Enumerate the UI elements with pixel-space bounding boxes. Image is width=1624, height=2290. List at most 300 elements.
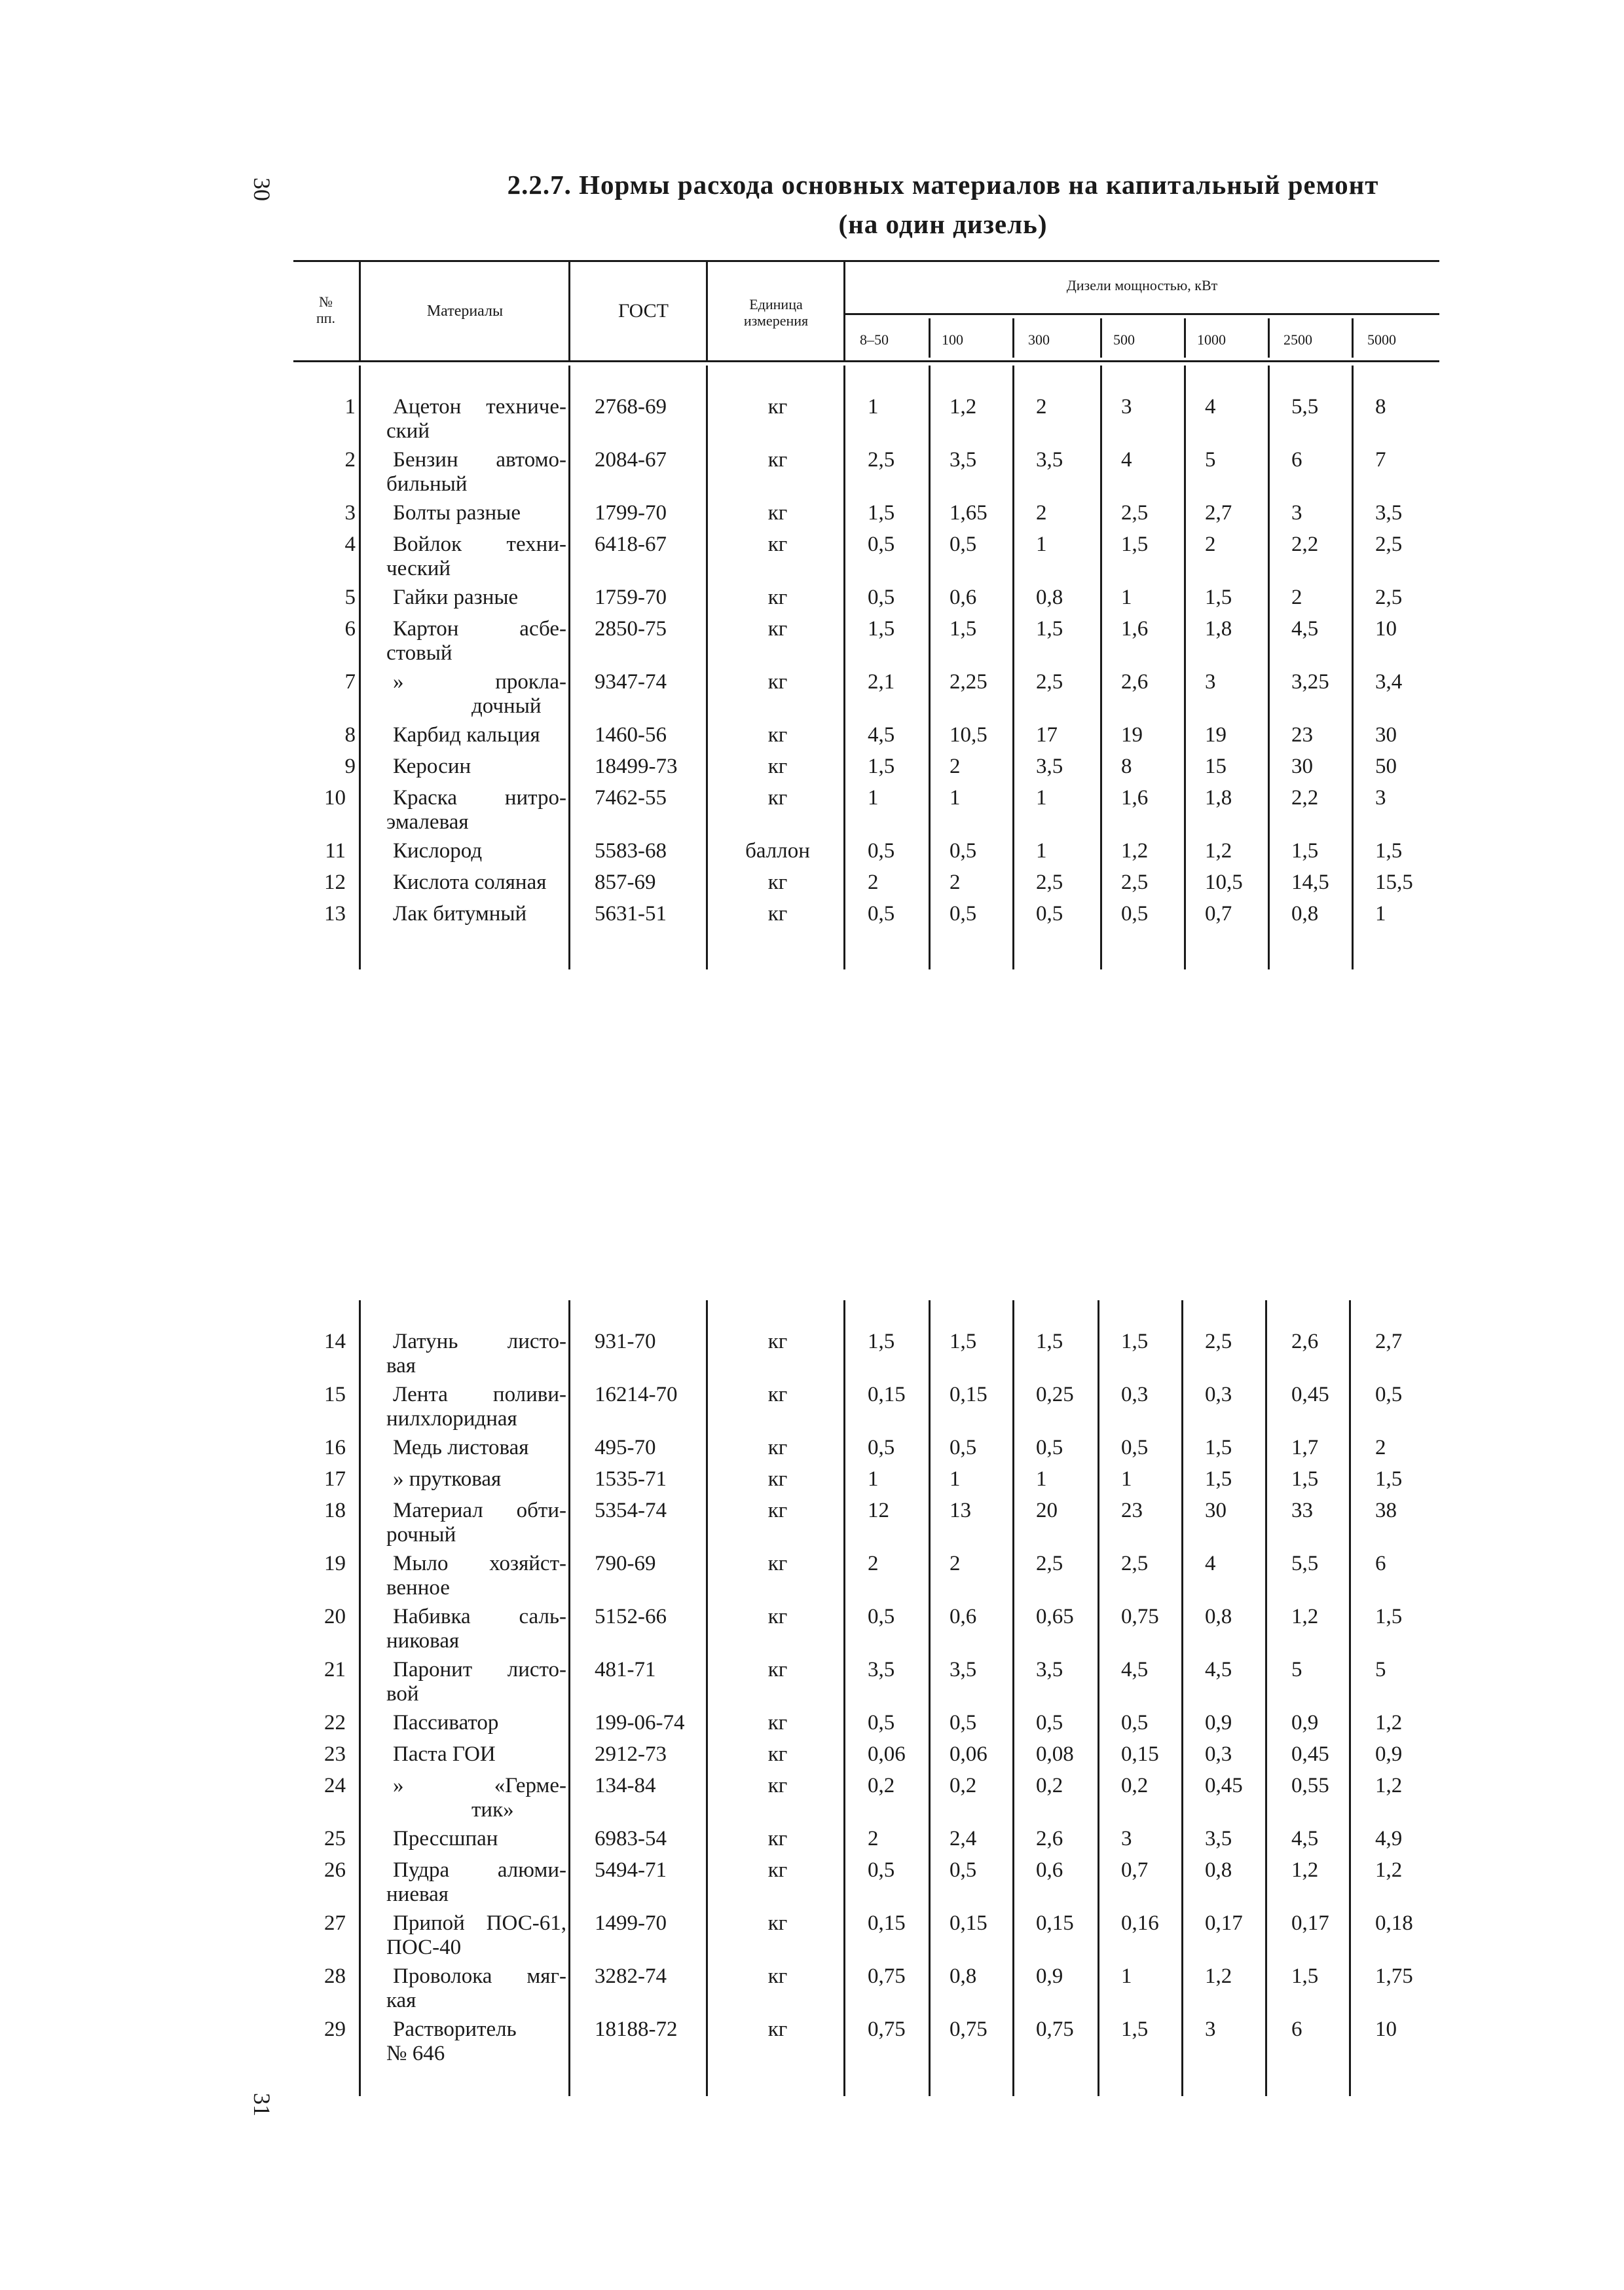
value-cell: 0,8 bbox=[950, 1964, 977, 1988]
value-cell: 1,2 bbox=[1375, 1774, 1403, 1797]
value-cell: 2 bbox=[950, 871, 961, 894]
column-divider bbox=[706, 1300, 708, 2096]
unit: кг bbox=[767, 586, 788, 609]
material-name: Мыло хозяйст- bbox=[393, 1552, 566, 1575]
value-cell: 0,7 bbox=[1205, 902, 1232, 926]
value-cell: 2,5 bbox=[1205, 1330, 1232, 1353]
material-name: венное bbox=[386, 1576, 450, 1600]
value-cell: 2,2 bbox=[1291, 533, 1319, 556]
header-power-divider bbox=[1012, 318, 1014, 358]
material-name: Краска нитро- bbox=[393, 786, 566, 810]
value-cell: 3 bbox=[1205, 670, 1216, 694]
value-cell: 1,8 bbox=[1205, 617, 1232, 641]
column-divider bbox=[843, 1300, 845, 2096]
material-name: Прессшпан bbox=[393, 1827, 498, 1850]
value-cell: 6 bbox=[1291, 2018, 1302, 2041]
value-cell: 0,8 bbox=[1205, 1858, 1232, 1882]
value-cell: 3,5 bbox=[950, 1658, 977, 1681]
value-cell: 14,5 bbox=[1291, 871, 1329, 894]
value-cell: 1,5 bbox=[1291, 1467, 1319, 1491]
value-cell: 2 bbox=[868, 1827, 879, 1850]
material-name: Проволока мяг- bbox=[393, 1964, 566, 1988]
row-number: 13 bbox=[324, 902, 346, 926]
value-cell: 2,25 bbox=[950, 670, 987, 694]
gost-number: 2084-67 bbox=[595, 448, 667, 472]
unit: кг bbox=[767, 1858, 788, 1882]
unit: баллон bbox=[745, 839, 810, 863]
gost-number: 1499-70 bbox=[595, 1911, 667, 1935]
value-cell: 2 bbox=[868, 871, 879, 894]
value-cell: 1,5 bbox=[1121, 2018, 1149, 2041]
unit: кг bbox=[767, 1499, 788, 1522]
value-cell: 38 bbox=[1375, 1499, 1397, 1522]
material-name: Гайки разные bbox=[393, 586, 519, 609]
value-cell: 0,8 bbox=[1291, 902, 1319, 926]
value-cell: 2,1 bbox=[868, 670, 895, 694]
value-cell: 0,45 bbox=[1291, 1742, 1329, 1766]
value-cell: 2,4 bbox=[950, 1827, 977, 1850]
value-cell: 30 bbox=[1375, 723, 1397, 747]
header-no: № пп. bbox=[316, 293, 336, 327]
value-cell: 1,5 bbox=[1036, 617, 1063, 641]
column-divider bbox=[568, 1300, 570, 2096]
value-cell: 0,08 bbox=[1036, 1742, 1074, 1766]
value-cell: 1,5 bbox=[1205, 1467, 1232, 1491]
material-name: ский bbox=[386, 419, 430, 443]
value-cell: 6 bbox=[1375, 1552, 1386, 1575]
unit: кг bbox=[767, 1711, 788, 1735]
row-number: 1 bbox=[344, 395, 356, 419]
value-cell: 0,6 bbox=[1036, 1858, 1063, 1882]
column-divider bbox=[1349, 1300, 1351, 2096]
row-number: 2 bbox=[344, 448, 356, 472]
value-cell: 3 bbox=[1375, 786, 1386, 810]
material-name: Пассиватор bbox=[393, 1711, 499, 1735]
header-column-divider bbox=[706, 262, 708, 360]
gost-number: 3282-74 bbox=[595, 1964, 667, 1988]
value-cell: 1,6 bbox=[1121, 617, 1149, 641]
value-cell: 33 bbox=[1291, 1499, 1313, 1522]
row-number: 18 bbox=[324, 1499, 346, 1522]
value-cell: 2,5 bbox=[1375, 586, 1403, 609]
unit: кг bbox=[767, 871, 788, 894]
value-cell: 0,9 bbox=[1205, 1711, 1232, 1735]
value-cell: 30 bbox=[1205, 1499, 1227, 1522]
value-cell: 0,75 bbox=[950, 2018, 987, 2041]
value-cell: 0,5 bbox=[1036, 902, 1063, 926]
material-name: Латунь листо- bbox=[393, 1330, 566, 1353]
unit: кг bbox=[767, 1605, 788, 1628]
value-cell: 0,25 bbox=[1036, 1383, 1074, 1406]
value-cell: 1,8 bbox=[1205, 786, 1232, 810]
material-name: бильный bbox=[386, 472, 468, 496]
value-cell: 3,5 bbox=[1036, 755, 1063, 778]
material-name: рочный bbox=[386, 1523, 456, 1547]
header-column-divider bbox=[359, 262, 361, 360]
header-power-divider bbox=[929, 318, 931, 358]
unit: кг bbox=[767, 1742, 788, 1766]
value-cell: 7 bbox=[1375, 448, 1386, 472]
value-cell: 0,45 bbox=[1205, 1774, 1243, 1797]
gost-number: 7462-55 bbox=[595, 786, 667, 810]
material-name: Паста ГОИ bbox=[393, 1742, 496, 1766]
value-cell: 15 bbox=[1205, 755, 1227, 778]
material-name: Кислота соляная bbox=[393, 871, 547, 894]
value-cell: 0,5 bbox=[950, 1858, 977, 1882]
material-name: Кислород bbox=[393, 839, 483, 863]
value-cell: 0,5 bbox=[868, 533, 895, 556]
value-cell: 2 bbox=[1036, 501, 1047, 525]
material-name: никовая bbox=[386, 1629, 460, 1653]
material-name: » прутковая bbox=[393, 1467, 502, 1491]
value-cell: 3 bbox=[1121, 1827, 1132, 1850]
value-cell: 12 bbox=[868, 1499, 889, 1522]
unit: кг bbox=[767, 1658, 788, 1681]
unit: кг bbox=[767, 1552, 788, 1575]
value-cell: 1,5 bbox=[868, 501, 895, 525]
row-number: 19 bbox=[324, 1552, 346, 1575]
value-cell: 2 bbox=[950, 1552, 961, 1575]
column-divider bbox=[1098, 1300, 1099, 2096]
material-name: Набивка саль- bbox=[393, 1605, 566, 1628]
value-cell: 0,2 bbox=[1036, 1774, 1063, 1797]
material-name: Припой ПОС-61, bbox=[393, 1911, 566, 1935]
row-number: 25 bbox=[324, 1827, 346, 1850]
value-cell: 1,2 bbox=[1121, 839, 1149, 863]
value-cell: 1,5 bbox=[950, 617, 977, 641]
material-name: Лак битумный bbox=[393, 902, 527, 926]
value-cell: 1,5 bbox=[1205, 1436, 1232, 1459]
unit: кг bbox=[767, 1964, 788, 1988]
value-cell: 0,5 bbox=[868, 586, 895, 609]
value-cell: 0,2 bbox=[868, 1774, 895, 1797]
value-cell: 1,7 bbox=[1291, 1436, 1319, 1459]
value-cell: 4 bbox=[1205, 395, 1216, 419]
gost-number: 2850-75 bbox=[595, 617, 667, 641]
value-cell: 0,17 bbox=[1291, 1911, 1329, 1935]
value-cell: 0,5 bbox=[1036, 1711, 1063, 1735]
material-name: эмалевая bbox=[386, 810, 469, 834]
value-cell: 4,5 bbox=[868, 723, 895, 747]
material-name: дочный bbox=[471, 694, 542, 718]
gost-number: 5354-74 bbox=[595, 1499, 667, 1522]
value-cell: 1,5 bbox=[1036, 1330, 1063, 1353]
gost-number: 199-06-74 bbox=[595, 1711, 685, 1735]
column-divider bbox=[929, 1300, 931, 2096]
value-cell: 0,3 bbox=[1121, 1383, 1149, 1406]
column-divider bbox=[1181, 1300, 1183, 2096]
unit: кг bbox=[767, 501, 788, 525]
value-cell: 1,5 bbox=[868, 1330, 895, 1353]
unit: кг bbox=[767, 1330, 788, 1353]
value-cell: 0,9 bbox=[1291, 1711, 1319, 1735]
column-divider bbox=[568, 366, 570, 969]
gost-number: 481-71 bbox=[595, 1658, 656, 1681]
unit: кг bbox=[767, 1467, 788, 1491]
row-number: 9 bbox=[344, 755, 356, 778]
value-cell: 1 bbox=[1036, 533, 1047, 556]
unit: кг bbox=[767, 1827, 788, 1850]
unit: кг bbox=[767, 1436, 788, 1459]
header-power-divider bbox=[1268, 318, 1270, 358]
gost-number: 1759-70 bbox=[595, 586, 667, 609]
value-cell: 1,5 bbox=[1121, 1330, 1149, 1353]
value-cell: 1,2 bbox=[1375, 1858, 1403, 1882]
gost-number: 9347-74 bbox=[595, 670, 667, 694]
value-cell: 3,5 bbox=[1036, 448, 1063, 472]
material-name: № 646 bbox=[386, 2042, 445, 2065]
value-cell: 5,5 bbox=[1291, 395, 1319, 419]
value-cell: 1,5 bbox=[1375, 1467, 1403, 1491]
value-cell: 1 bbox=[950, 786, 961, 810]
gost-number: 495-70 bbox=[595, 1436, 656, 1459]
value-cell: 0,15 bbox=[1121, 1742, 1159, 1766]
value-cell: 2,7 bbox=[1375, 1330, 1403, 1353]
value-cell: 2,5 bbox=[1121, 1552, 1149, 1575]
value-cell: 1,5 bbox=[868, 755, 895, 778]
value-cell: 0,5 bbox=[1121, 1436, 1149, 1459]
value-cell: 2 bbox=[950, 755, 961, 778]
value-cell: 1,5 bbox=[950, 1330, 977, 1353]
value-cell: 0,5 bbox=[1036, 1436, 1063, 1459]
gost-number: 1535-71 bbox=[595, 1467, 667, 1491]
value-cell: 5,5 bbox=[1291, 1552, 1319, 1575]
value-cell: 2,5 bbox=[868, 448, 895, 472]
material-name: стовый bbox=[386, 641, 452, 665]
value-cell: 1,2 bbox=[1205, 839, 1232, 863]
value-cell: 1,5 bbox=[1375, 1605, 1403, 1628]
row-number: 3 bbox=[344, 501, 356, 525]
material-name: ческий bbox=[386, 557, 451, 580]
value-cell: 0,5 bbox=[1375, 1383, 1403, 1406]
header-mid-rule bbox=[845, 313, 1439, 315]
gost-number: 1799-70 bbox=[595, 501, 667, 525]
value-cell: 0,6 bbox=[950, 1605, 977, 1628]
value-cell: 1,2 bbox=[950, 395, 977, 419]
value-cell: 1 bbox=[1121, 586, 1132, 609]
value-cell: 0,75 bbox=[868, 1964, 906, 1988]
value-cell: 10 bbox=[1375, 617, 1397, 641]
row-number: 21 bbox=[324, 1658, 346, 1681]
value-cell: 6 bbox=[1291, 448, 1302, 472]
header-power-7: 5000 bbox=[1367, 331, 1396, 348]
gost-number: 6983-54 bbox=[595, 1827, 667, 1850]
value-cell: 0,75 bbox=[1036, 2018, 1074, 2041]
gost-number: 5631-51 bbox=[595, 902, 667, 926]
unit: кг bbox=[767, 670, 788, 694]
material-name: ниевая bbox=[386, 1883, 449, 1906]
value-cell: 0,5 bbox=[1121, 1711, 1149, 1735]
row-number: 23 bbox=[324, 1742, 346, 1766]
value-cell: 0,65 bbox=[1036, 1605, 1074, 1628]
value-cell: 1 bbox=[868, 786, 879, 810]
header-gost: ГОСТ bbox=[618, 300, 669, 322]
material-name: вой bbox=[386, 1682, 419, 1706]
value-cell: 1 bbox=[1036, 786, 1047, 810]
value-cell: 0,15 bbox=[1036, 1911, 1074, 1935]
value-cell: 0,2 bbox=[1121, 1774, 1149, 1797]
value-cell: 2,5 bbox=[1036, 871, 1063, 894]
material-name: Паронит листо- bbox=[393, 1658, 566, 1681]
value-cell: 3,5 bbox=[1375, 501, 1403, 525]
unit: кг bbox=[767, 395, 788, 419]
value-cell: 1 bbox=[868, 395, 879, 419]
row-number: 14 bbox=[324, 1330, 346, 1353]
unit: кг bbox=[767, 1911, 788, 1935]
material-name: Растворитель bbox=[393, 2018, 517, 2041]
column-divider bbox=[359, 366, 361, 969]
value-cell: 0,5 bbox=[950, 902, 977, 926]
value-cell: 0,5 bbox=[950, 839, 977, 863]
table-subtitle: (на один дизель) bbox=[838, 209, 1048, 239]
unit: кг bbox=[767, 902, 788, 926]
value-cell: 4 bbox=[1205, 1552, 1216, 1575]
row-number: 28 bbox=[324, 1964, 346, 1988]
material-name: тик» bbox=[471, 1798, 514, 1822]
value-cell: 0,45 bbox=[1291, 1383, 1329, 1406]
material-name: Материал обти- bbox=[393, 1499, 566, 1522]
row-number: 24 bbox=[324, 1774, 346, 1797]
column-divider bbox=[1352, 366, 1354, 969]
gost-number: 5494-71 bbox=[595, 1858, 667, 1882]
value-cell: 10,5 bbox=[1205, 871, 1243, 894]
value-cell: 1,5 bbox=[1121, 533, 1149, 556]
value-cell: 2 bbox=[1036, 395, 1047, 419]
value-cell: 3 bbox=[1291, 501, 1302, 525]
value-cell: 0,5 bbox=[868, 839, 895, 863]
value-cell: 4,5 bbox=[1291, 617, 1319, 641]
value-cell: 13 bbox=[950, 1499, 971, 1522]
page-number-top: 30 bbox=[249, 178, 275, 201]
value-cell: 5 bbox=[1375, 1658, 1386, 1681]
value-cell: 19 bbox=[1121, 723, 1143, 747]
row-number: 8 bbox=[344, 723, 356, 747]
value-cell: 0,55 bbox=[1291, 1774, 1329, 1797]
material-name: » прокла- bbox=[393, 670, 566, 694]
column-divider bbox=[1012, 366, 1014, 969]
value-cell: 2,5 bbox=[1121, 501, 1149, 525]
value-cell: 4,5 bbox=[1291, 1827, 1319, 1850]
row-number: 6 bbox=[344, 617, 356, 641]
header-power-group: Дизели мощностью, кВт bbox=[1066, 277, 1218, 293]
header-unit: Единица измерения bbox=[743, 296, 809, 329]
value-cell: 3,5 bbox=[868, 1658, 895, 1681]
material-name: » «Герме- bbox=[393, 1774, 566, 1797]
material-name: Карбид кальция bbox=[393, 723, 540, 747]
header-top-rule bbox=[293, 260, 1439, 262]
header-power-5: 1000 bbox=[1197, 331, 1226, 348]
unit: кг bbox=[767, 448, 788, 472]
header-power-divider bbox=[1100, 318, 1102, 358]
row-number: 20 bbox=[324, 1605, 346, 1628]
value-cell: 0,7 bbox=[1121, 1858, 1149, 1882]
value-cell: 5 bbox=[1291, 1658, 1302, 1681]
value-cell: 1,5 bbox=[1205, 586, 1232, 609]
gost-number: 16214-70 bbox=[595, 1383, 678, 1406]
value-cell: 0,5 bbox=[868, 1436, 895, 1459]
value-cell: 0,6 bbox=[950, 586, 977, 609]
value-cell: 0,5 bbox=[868, 1605, 895, 1628]
unit: кг bbox=[767, 755, 788, 778]
value-cell: 5 bbox=[1205, 448, 1216, 472]
value-cell: 0,75 bbox=[868, 2018, 906, 2041]
value-cell: 0,5 bbox=[950, 1711, 977, 1735]
value-cell: 4,5 bbox=[1205, 1658, 1232, 1681]
value-cell: 0,15 bbox=[950, 1383, 987, 1406]
material-name: ПОС-40 bbox=[386, 1936, 462, 1959]
row-number: 22 bbox=[324, 1711, 346, 1735]
value-cell: 0,15 bbox=[950, 1911, 987, 1935]
header-power-6: 2500 bbox=[1283, 331, 1312, 348]
value-cell: 3 bbox=[1121, 395, 1132, 419]
column-divider bbox=[1100, 366, 1102, 969]
value-cell: 2,6 bbox=[1291, 1330, 1319, 1353]
value-cell: 4,5 bbox=[1121, 1658, 1149, 1681]
gost-number: 2912-73 bbox=[595, 1742, 667, 1766]
value-cell: 10 bbox=[1375, 2018, 1397, 2041]
gost-number: 18188-72 bbox=[595, 2018, 678, 2041]
value-cell: 0,15 bbox=[868, 1911, 906, 1935]
header-power-3: 300 bbox=[1028, 331, 1050, 348]
material-name: Картон асбе- bbox=[393, 617, 566, 641]
value-cell: 2,5 bbox=[1036, 1552, 1063, 1575]
value-cell: 0,18 bbox=[1375, 1911, 1413, 1935]
material-name: Лента поливи- bbox=[393, 1383, 566, 1406]
value-cell: 1 bbox=[1036, 839, 1047, 863]
value-cell: 8 bbox=[1121, 755, 1132, 778]
gost-number: 1460-56 bbox=[595, 723, 667, 747]
value-cell: 0,3 bbox=[1205, 1383, 1232, 1406]
row-number: 4 bbox=[344, 533, 356, 556]
column-divider bbox=[1012, 1300, 1014, 2096]
unit: кг bbox=[767, 723, 788, 747]
value-cell: 1 bbox=[950, 1467, 961, 1491]
material-name: Войлок техни- bbox=[393, 533, 566, 556]
value-cell: 2 bbox=[868, 1552, 879, 1575]
material-name: Бензин автомо- bbox=[393, 448, 566, 472]
material-name: Болты разные bbox=[393, 501, 521, 525]
value-cell: 0,17 bbox=[1205, 1911, 1243, 1935]
unit: кг bbox=[767, 2018, 788, 2041]
header-material: Материалы bbox=[426, 303, 504, 320]
gost-number: 790-69 bbox=[595, 1552, 656, 1575]
row-number: 11 bbox=[325, 839, 346, 863]
header-column-divider bbox=[568, 262, 570, 360]
value-cell: 30 bbox=[1291, 755, 1313, 778]
value-cell: 4 bbox=[1121, 448, 1132, 472]
value-cell: 2,5 bbox=[1121, 871, 1149, 894]
gost-number: 5152-66 bbox=[595, 1605, 667, 1628]
table-title: 2.2.7. Нормы расхода основных материалов на капитальный ремонт bbox=[507, 170, 1379, 200]
value-cell: 0,9 bbox=[1036, 1964, 1063, 1988]
unit: кг bbox=[767, 786, 788, 810]
column-divider bbox=[929, 366, 931, 969]
value-cell: 0,06 bbox=[868, 1742, 906, 1766]
value-cell: 1,2 bbox=[1375, 1711, 1403, 1735]
gost-number: 6418-67 bbox=[595, 533, 667, 556]
row-number: 17 bbox=[324, 1467, 346, 1491]
value-cell: 3,4 bbox=[1375, 670, 1403, 694]
value-cell: 1 bbox=[1121, 1964, 1132, 1988]
value-cell: 2 bbox=[1375, 1436, 1386, 1459]
gost-number: 857-69 bbox=[595, 871, 656, 894]
value-cell: 50 bbox=[1375, 755, 1397, 778]
header-power-4: 500 bbox=[1113, 331, 1135, 348]
value-cell: 0,5 bbox=[1121, 902, 1149, 926]
value-cell: 10,5 bbox=[950, 723, 987, 747]
value-cell: 17 bbox=[1036, 723, 1058, 747]
header-power-1: 8–50 bbox=[860, 331, 889, 348]
